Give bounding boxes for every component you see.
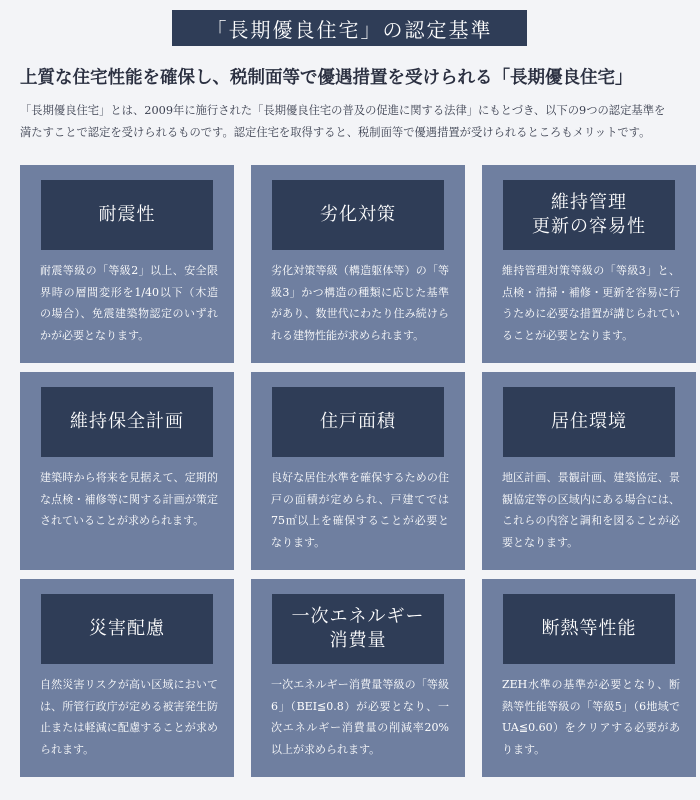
criterion-title: 劣化対策 — [272, 180, 444, 250]
criterion-title: 一次エネルギー 消費量 — [272, 594, 444, 664]
criterion-description: 劣化対策等級（構造躯体等）の「等級3」かつ構造の種類に応じた基準があり、数世代にわたり住み続けられる建物性能が求められます。 — [271, 264, 449, 342]
criterion-description: 地区計画、景観計画、建築協定、景観協定等の区域内にある場合には、これらの内容と調和を図ることが必要となります。 — [502, 471, 680, 549]
criterion-card-floor-area — [251, 372, 465, 570]
criterion-description: 自然災害リスクが高い区域においては、所管行政庁が定める被害発生防止または軽減に配慮することが求められます。 — [40, 678, 218, 756]
criterion-card-living-environment — [482, 372, 696, 570]
criterion-description: 耐震等級の「等級2」以上、安全限界時の層間変形を1/40以下（木造の場合）、免震建築物認定のいずれかが必要となります。 — [40, 264, 218, 342]
criterion-title: 耐震性 — [41, 180, 213, 250]
criterion-card-disaster — [20, 579, 234, 777]
page-title — [172, 10, 527, 46]
criterion-card-seismic — [20, 165, 234, 363]
criterion-description: 良好な居住水準を確保するための住戸の面積が定められ、戸建てでは75㎡以上を確保することが必要となります。 — [271, 471, 449, 549]
criterion-title: 住戸面積 — [272, 387, 444, 457]
intro-paragraph — [20, 100, 690, 144]
criterion-title: 断熱等性能 — [503, 594, 675, 664]
criterion-card-deterioration — [251, 165, 465, 363]
criterion-card-insulation — [482, 579, 696, 777]
criterion-card-energy — [251, 579, 465, 777]
criterion-description: 建築時から将来を見据えて、定期的な点検・補修等に関する計画が策定されていることが求められます。 — [40, 471, 218, 527]
criterion-title: 居住環境 — [503, 387, 675, 457]
criterion-card-maintenance-plan — [20, 372, 234, 570]
criterion-title: 維持管理 更新の容易性 — [503, 180, 675, 250]
criterion-description: ZEH水準の基準が必要となり、断熱等性能等級の「等級5」（6地域でUA≦0.60）をクリアする必要があります。 — [502, 678, 680, 756]
criterion-card-maintenance — [482, 165, 696, 363]
criterion-title: 災害配慮 — [41, 594, 213, 664]
criterion-description: 一次エネルギー消費量等級の「等級6」（BEI≦0.8）が必要となり、一次エネルギー消費量の削減率20%以上が求められます。 — [271, 678, 449, 756]
intro-line-2: 満たすことで認定を受けられるものです。認定住宅を取得すると、税制面等で優遇措置が受けられるところもメリットです。 — [20, 126, 651, 139]
intro-line-1: 「長期優良住宅」とは、2009年に施行された「長期優良住宅の普及の促進に関する法律」にもとづき、以下の9つの認定基準を — [20, 104, 666, 117]
criterion-title: 維持保全計画 — [41, 387, 213, 457]
page-title-text: 「長期優良住宅」の認定基準 — [206, 17, 493, 42]
criterion-description: 維持管理対策等級の「等級3」と、点検・清掃・補修・更新を容易に行うために必要な措置が講じられていることが必要となります。 — [502, 264, 680, 342]
headline: 上質な住宅性能を確保し、税制面等で優遇措置を受けられる「長期優良住宅」 — [20, 68, 633, 88]
